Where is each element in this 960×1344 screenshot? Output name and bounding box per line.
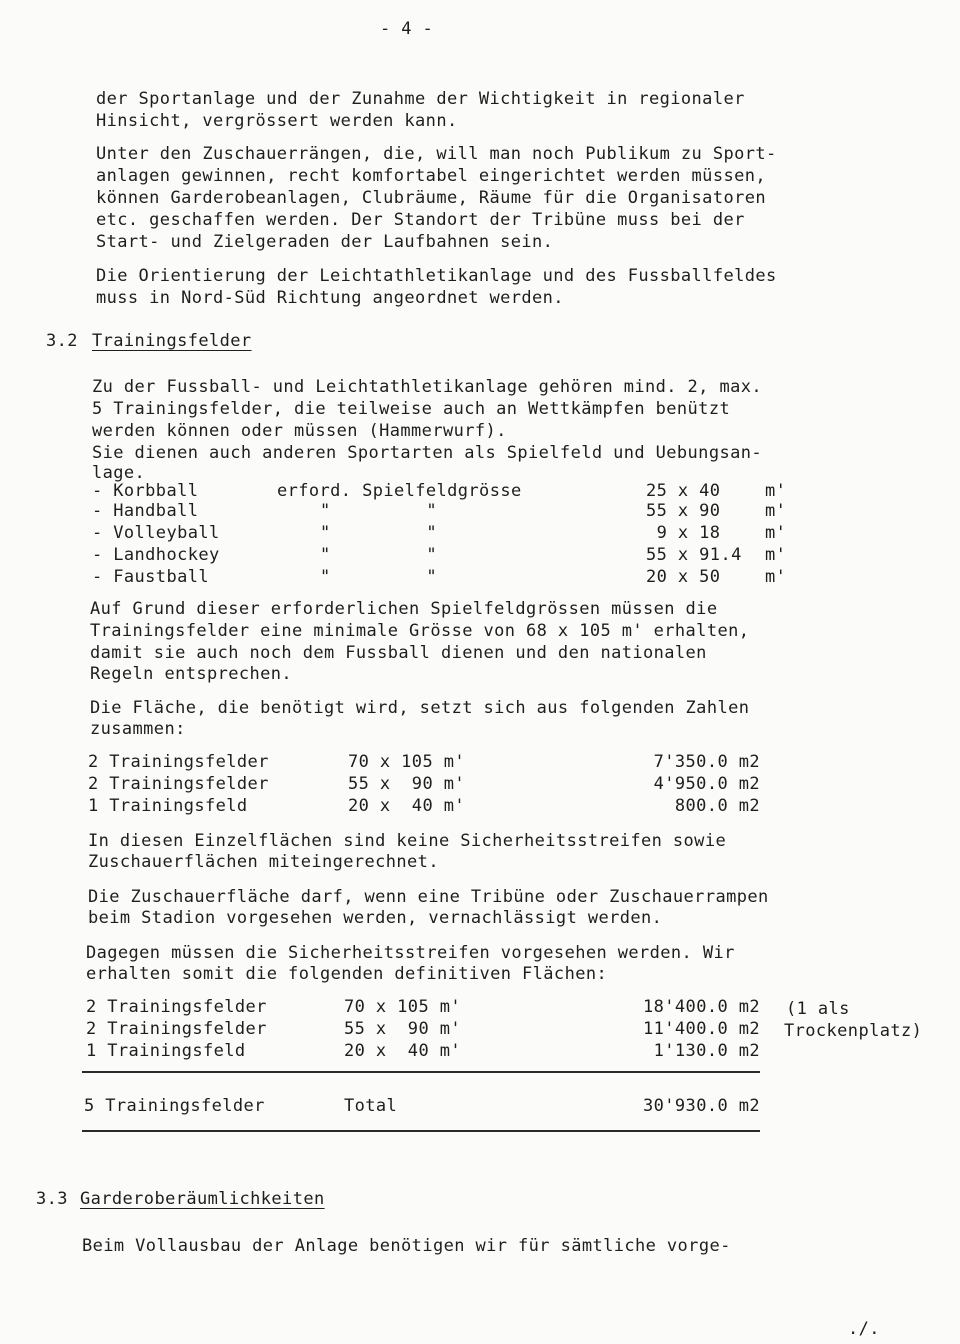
table-cell-dims: 20 x 40 m' bbox=[344, 1041, 461, 1061]
text-line: Die Orientierung der Leichtathletikanlage und des Fussballfeldes bbox=[96, 266, 777, 286]
table-cell-dims: 20 x 40 m' bbox=[348, 796, 465, 816]
text-line: Beim Vollausbau der Anlage benötigen wir für sämtliche vorge- bbox=[82, 1236, 731, 1256]
text-line: werden können oder müssen (Hammerwurf). bbox=[92, 421, 507, 441]
text-line: Die Fläche, die benötigt wird, setzt sich aus folgenden Zahlen bbox=[90, 698, 750, 718]
table-cell-dims: 55 x 90 m' bbox=[344, 1019, 461, 1039]
total-label: Total bbox=[344, 1096, 398, 1116]
table-cell-count: 2 Trainingsfelder bbox=[88, 752, 269, 772]
sport-size: 55 x 91.4 bbox=[646, 545, 742, 565]
section-number: 3.2 bbox=[46, 331, 78, 351]
table-divider bbox=[82, 1130, 760, 1132]
text-line: erhalten somit die folgenden definitiven Flächen: bbox=[86, 964, 608, 984]
text-line: muss in Nord-Süd Richtung angeordnet werden. bbox=[96, 288, 564, 308]
text-line: Trainingsfelder eine minimale Grösse von 68 x 105 m' erhalten, bbox=[90, 621, 750, 641]
text-line: können Garderobeanlagen, Clubräume, Räume für die Organisatoren bbox=[96, 188, 766, 208]
sport-size: 9 x 18 bbox=[646, 523, 721, 543]
table-cell-area: 800.0 m2 bbox=[674, 796, 760, 816]
text-line: Zu der Fussball- und Leichtathletikanlage gehören mind. 2, max. bbox=[92, 377, 762, 397]
text-line: Zuschauerflächen miteingerechnet. bbox=[88, 852, 439, 872]
text-line: Auf Grund dieser erforderlichen Spielfeldgrössen müssen die bbox=[90, 599, 718, 619]
table-cell-area: 11'400.0 m2 bbox=[643, 1019, 760, 1039]
page-number: - 4 - bbox=[380, 19, 434, 39]
sport-size: 55 x 90 bbox=[646, 501, 721, 521]
text-line: zusammen: bbox=[90, 719, 186, 739]
sport-unit: m' bbox=[765, 523, 787, 543]
continuation-mark: ./. bbox=[848, 1319, 880, 1339]
table-cell-count: 2 Trainingsfelder bbox=[86, 1019, 267, 1039]
table-cell-dims: 70 x 105 m' bbox=[344, 997, 461, 1017]
section-number: 3.3 bbox=[36, 1189, 68, 1209]
text-line: Hinsicht, vergrössert werden kann. bbox=[96, 111, 458, 131]
table-cell-dims: 55 x 90 m' bbox=[348, 774, 465, 794]
section-title: Garderoberäumlichkeiten bbox=[80, 1189, 325, 1209]
table-cell-note: Trockenplatz) bbox=[784, 1021, 923, 1041]
sport-requirement: " " bbox=[320, 501, 437, 521]
text-line: Sie dienen auch anderen Sportarten als Spielfeld und Uebungsan- bbox=[92, 443, 762, 463]
sport-requirement: " " bbox=[320, 523, 437, 543]
text-line: 5 Trainingsfelder, die teilweise auch an Wettkämpfen benützt bbox=[92, 399, 731, 419]
table-cell-count: 1 Trainingsfeld bbox=[86, 1041, 246, 1061]
sport-unit: m' bbox=[765, 545, 787, 565]
sport-unit: m' bbox=[765, 501, 787, 521]
sport-requirement: erford. Spielfeldgrösse bbox=[277, 481, 522, 501]
text-line: lage. bbox=[92, 463, 146, 483]
sport-name: - Landhockey bbox=[92, 545, 220, 565]
sport-name: - Handball bbox=[92, 501, 199, 521]
total-area: 30'930.0 m2 bbox=[643, 1096, 760, 1116]
table-divider bbox=[82, 1071, 760, 1073]
text-line: damit sie auch noch dem Fussball dienen und den nationalen bbox=[90, 643, 707, 663]
text-line: Unter den Zuschauerrängen, die, will man noch Publikum zu Sport- bbox=[96, 144, 777, 164]
table-cell-area: 1'130.0 m2 bbox=[653, 1041, 760, 1061]
text-line: etc. geschaffen werden. Der Standort der Tribüne muss bei der bbox=[96, 210, 745, 230]
table-cell-count: 1 Trainingsfeld bbox=[88, 796, 248, 816]
text-line: Die Zuschauerfläche darf, wenn eine Tribüne oder Zuschauerrampen bbox=[88, 887, 769, 907]
sport-requirement: " " bbox=[320, 545, 437, 565]
sport-size: 20 x 50 bbox=[646, 567, 721, 587]
sport-name: - Faustball bbox=[92, 567, 209, 587]
table-cell-dims: 70 x 105 m' bbox=[348, 752, 465, 772]
text-line: Regeln entsprechen. bbox=[90, 664, 293, 684]
text-line: beim Stadion vorgesehen werden, vernachlässigt werden. bbox=[88, 908, 663, 928]
total-count: 5 Trainingsfelder bbox=[84, 1096, 265, 1116]
text-line: der Sportanlage und der Zunahme der Wichtigkeit in regionaler bbox=[96, 89, 745, 109]
table-cell-count: 2 Trainingsfelder bbox=[88, 774, 269, 794]
text-line: anlagen gewinnen, recht komfortabel eingerichtet werden müssen, bbox=[96, 166, 766, 186]
text-line: Start- und Zielgeraden der Laufbahnen sein. bbox=[96, 232, 554, 252]
text-line: In diesen Einzelflächen sind keine Sicherheitsstreifen sowie bbox=[88, 831, 727, 851]
sport-unit: m' bbox=[765, 481, 787, 501]
table-cell-area: 4'950.0 m2 bbox=[653, 774, 760, 794]
table-cell-count: 2 Trainingsfelder bbox=[86, 997, 267, 1017]
sport-unit: m' bbox=[765, 567, 787, 587]
section-title: Trainingsfelder bbox=[92, 331, 252, 351]
sport-name: - Volleyball bbox=[92, 523, 220, 543]
sport-size: 25 x 40 bbox=[646, 481, 721, 501]
table-cell-area: 7'350.0 m2 bbox=[653, 752, 760, 772]
text-line: Dagegen müssen die Sicherheitsstreifen vorgesehen werden. Wir bbox=[86, 943, 735, 963]
table-cell-note: (1 als bbox=[786, 999, 850, 1019]
sport-name: - Korbball bbox=[92, 481, 199, 501]
table-cell-area: 18'400.0 m2 bbox=[643, 997, 760, 1017]
sport-requirement: " " bbox=[320, 567, 437, 587]
